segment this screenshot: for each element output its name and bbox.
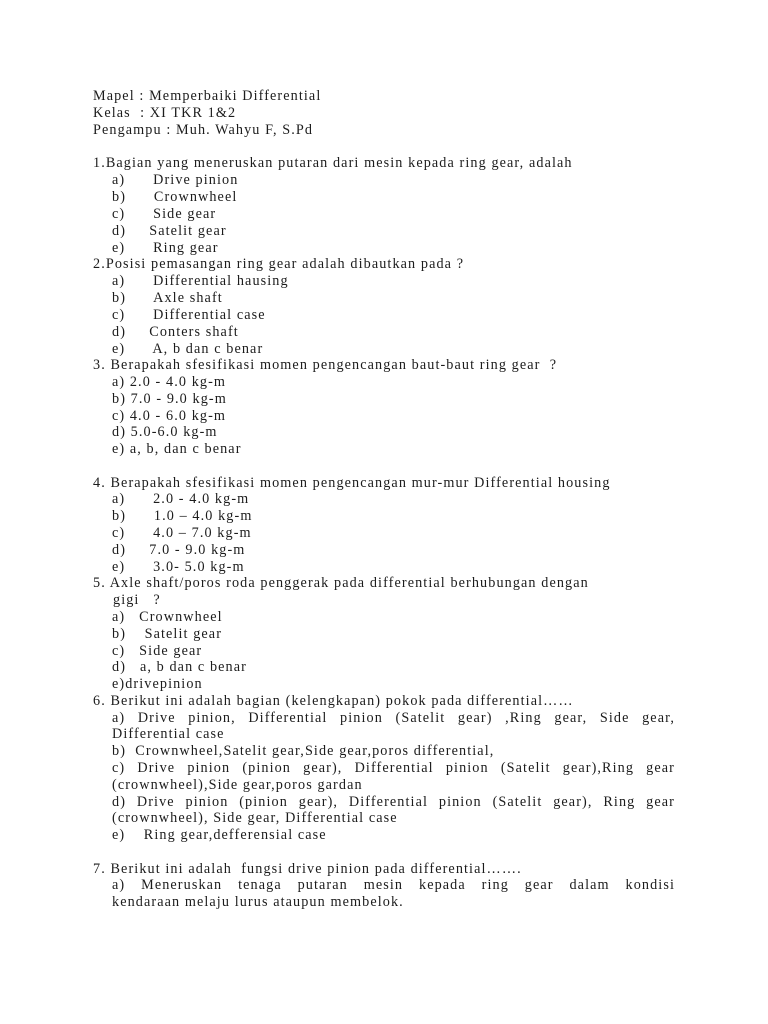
q5-option-d: d) a, b dan c benar (112, 659, 247, 675)
q5-option-c: c) Side gear (112, 643, 203, 659)
q6-option-b: b) Crownwheel,Satelit gear,Side gear,poros differential, (112, 743, 495, 759)
question-4: 4. Berapakah sfesifikasi momen pengencangan mur-mur Differential housing (93, 475, 611, 491)
q7-option-a: a) Meneruskan tenaga putaran mesin kepada ring gear dalam kondisi (112, 877, 675, 893)
question-7: 7. Berikut ini adalah fungsi drive pinion pada differential……. (93, 861, 522, 877)
q3-option-e: e) a, b, dan c benar (112, 441, 242, 457)
q1-option-d: d) Satelit gear (112, 223, 227, 239)
q6-option-a: a) Drive pinion, Differential pinion (Satelit gear) ,Ring gear, Side gear, (112, 710, 675, 726)
question-3: 3. Berapakah sfesifikasi momen pengencangan baut-baut ring gear ? (93, 357, 558, 373)
q2-option-a: a) Differential hausing (112, 273, 289, 289)
q4-option-b: b) 1.0 – 4.0 kg-m (112, 508, 253, 524)
question-1: 1.Bagian yang meneruskan putaran dari mesin kepada ring gear, adalah (93, 155, 573, 171)
q1-option-b: b) Crownwheel (112, 189, 238, 205)
q5-option-a: a) Crownwheel (112, 609, 223, 625)
question-5: 5. Axle shaft/poros roda penggerak pada differential berhubungan dengan (93, 575, 589, 591)
question-2: 2.Posisi pemasangan ring gear adalah dibautkan pada ? (93, 256, 465, 272)
q4-option-e: e) 3.0- 5.0 kg-m (112, 559, 245, 575)
q6-option-d-cont: (crownwheel), Side gear, Differential case (112, 810, 398, 826)
q6-option-a-cont: Differential case (112, 726, 225, 742)
q5-option-e: e)drivepinion (112, 676, 203, 692)
q2-option-d: d) Conters shaft (112, 324, 239, 340)
q3-option-c: c) 4.0 - 6.0 kg-m (112, 408, 227, 424)
q7-option-a-cont: kendaraan melaju lurus ataupun membelok. (112, 894, 404, 910)
question-6: 6. Berikut ini adalah bagian (kelengkapan) pokok pada differential…… (93, 693, 574, 709)
q4-option-d: d) 7.0 - 9.0 kg-m (112, 542, 246, 558)
q6-option-e: e) Ring gear,defferensial case (112, 827, 327, 843)
header-pengampu: Pengampu : Muh. Wahyu F, S.Pd (93, 122, 314, 138)
q6-option-c-cont: (crownwheel),Side gear,poros gardan (112, 777, 363, 793)
q6-option-d: d) Drive pinion (pinion gear), Differential pinion (Satelit gear), Ring gear (112, 794, 675, 810)
q6-option-c: c) Drive pinion (pinion gear), Differential pinion (Satelit gear),Ring gear (112, 760, 675, 776)
q5-option-b: b) Satelit gear (112, 626, 223, 642)
q1-option-c: c) Side gear (112, 206, 217, 222)
q4-option-c: c) 4.0 – 7.0 kg-m (112, 525, 252, 541)
q1-option-e: e) Ring gear (112, 240, 219, 256)
q3-option-d: d) 5.0-6.0 kg-m (112, 424, 218, 440)
q4-option-a: a) 2.0 - 4.0 kg-m (112, 491, 250, 507)
q2-option-b: b) Axle shaft (112, 290, 223, 306)
q1-option-a: a) Drive pinion (112, 172, 239, 188)
header-kelas: Kelas : XI TKR 1&2 (93, 105, 237, 121)
header-mapel: Mapel : Memperbaiki Differential (93, 88, 322, 104)
question-5-cont: gigi ? (113, 592, 161, 608)
q3-option-b: b) 7.0 - 9.0 kg-m (112, 391, 227, 407)
q2-option-c: c) Differential case (112, 307, 266, 323)
q3-option-a: a) 2.0 - 4.0 kg-m (112, 374, 227, 390)
q2-option-e: e) A, b dan c benar (112, 341, 264, 357)
